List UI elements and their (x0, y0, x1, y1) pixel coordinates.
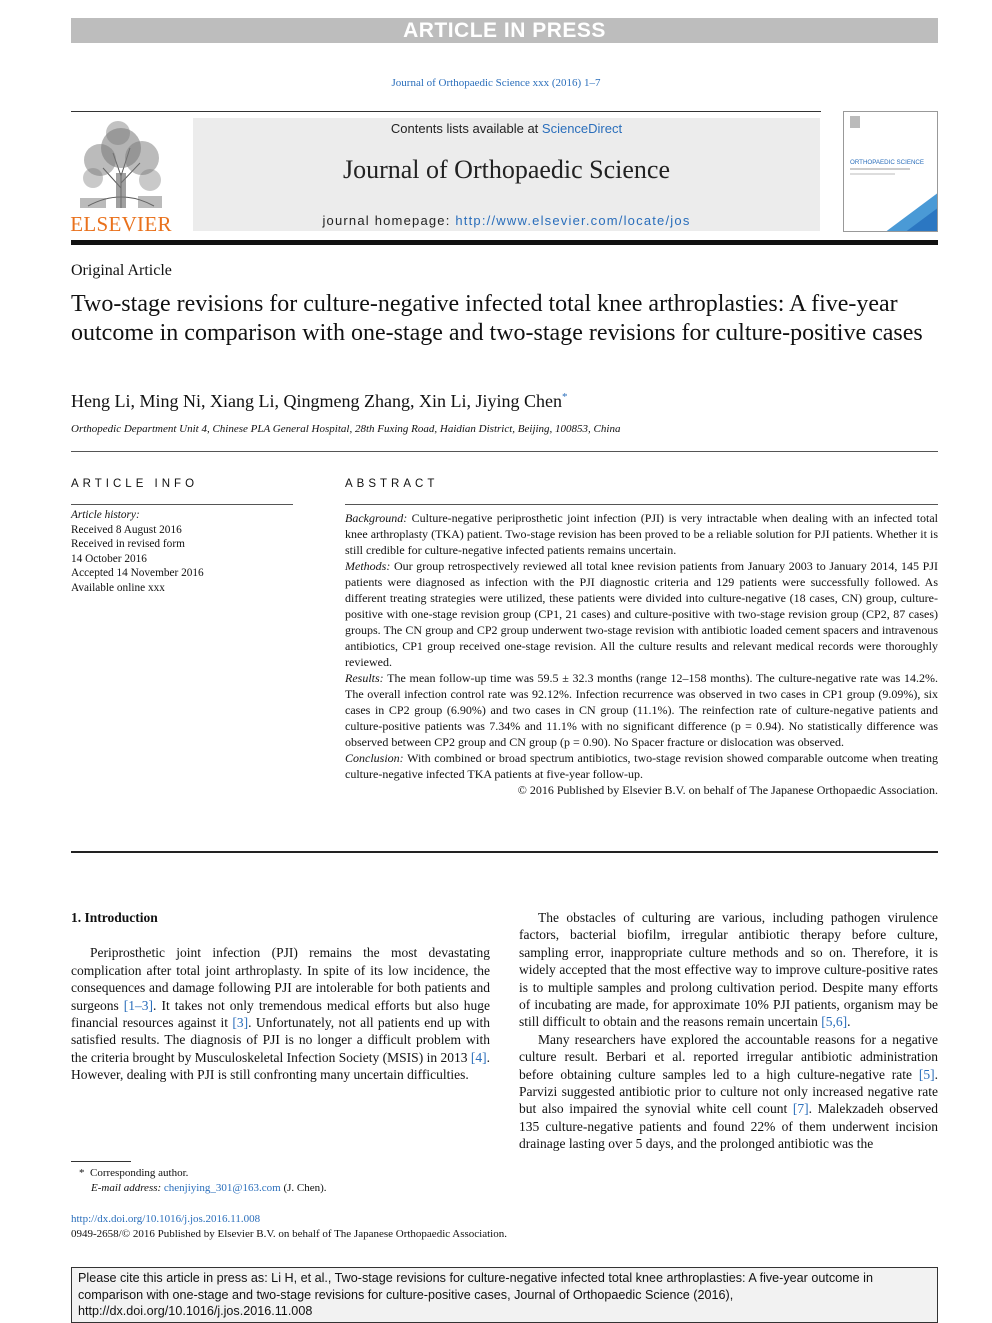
journal-reference-link[interactable]: Journal of Orthopaedic Science xxx (2016) 1–7 (391, 77, 601, 89)
divider (71, 451, 938, 452)
email-suffix: (J. Chen). (280, 1182, 327, 1194)
author-names: Heng Li, Ming Ni, Xiang Li, Qingmeng Zhang, Xin Li, Jiying Chen (71, 391, 562, 411)
corresponding-author-mark[interactable]: * (561, 391, 568, 403)
contents-prefix: Contents lists available at (390, 121, 542, 136)
paragraph (519, 909, 938, 1031)
elsevier-wordmark: ELSEVIER (70, 212, 172, 236)
header-divider (71, 111, 821, 112)
received-date: Received 8 August 2016 (71, 523, 182, 536)
methods-text: Our group retrospectively reviewed all total knee revision patients from January 2003 to January 2014, 145 PJI patients were diagnosed as infection with the PJI diagnostic criteria and 129 patients were successfully followed. As different treating strategies were utilized, these patients were divided into culture-negative (18 cases, CN) group, culture-positive with one-stage revision group (CP1, 21 cases) and culture-positive with two-stage revision group (CP2, 87 cases) groups. The CN group and CP2 group underwent two-stage revision with antibiotic loaded cement spacers and intravenous antibiotics, CP1 group received one-stage revision. All the culture results and relevant medical records were thoroughly reviewed. (345, 559, 939, 669)
abstract-methods (345, 558, 938, 670)
citation-link[interactable]: [5,6] (821, 1014, 848, 1030)
paragraph (71, 944, 490, 1083)
text: Periprosthetic joint infection (PJI) remains the most devastating complication after total joint arthroplasty. In spite of its low incidence, the consequences and damage following PJI are intolerable for both patients and surgeons (71, 945, 490, 1013)
doi-link[interactable]: http://dx.doi.org/10.1016/j.jos.2016.11.008 (71, 1213, 261, 1225)
body-column-left (71, 909, 490, 1084)
history-label: Article history: (71, 509, 140, 521)
footnote-rule (71, 1161, 131, 1162)
article-title: Two-stage revisions for culture-negative infected total knee arthroplasties: A five-year outcome in comparison with one-stage and two-stage revisions for culture-positive cases (71, 291, 923, 346)
citation-link[interactable]: [1–3] (123, 997, 154, 1013)
header-thick-rule (71, 240, 938, 245)
journal-title: Journal of Orthopaedic Science (342, 155, 671, 184)
text: . Malekzadeh observed 135 culture-negative patients and found 22% of them underwent incision drainage lasting over 5 days, and the prolonged antibiotic was the (519, 1101, 938, 1152)
contents-line (193, 121, 820, 136)
cover-image (844, 112, 938, 232)
abstract-heading: ABSTRACT (345, 478, 439, 490)
conclusion-text: With combined or broad spectrum antibiotics, two-stage revision showed comparable outcome when treating culture-negative infected TKA patients at five-year follow-up. (345, 751, 938, 781)
cover-brand-text: ORTHOPAEDIC SCIENCE (850, 159, 925, 166)
footnote (71, 1166, 327, 1196)
paragraph (519, 1031, 938, 1153)
citation-link[interactable]: [7] (792, 1101, 809, 1117)
methods-label: Methods: (345, 559, 391, 573)
author-list (71, 391, 567, 412)
citation-box (71, 1267, 938, 1323)
revised-date: 14 October 2016 (71, 552, 147, 565)
background-label: Background: (345, 511, 408, 525)
homepage-prefix: journal homepage: (322, 213, 456, 228)
text: . Unfortunately, not all patients end up with satisfied results. The diagnosis of PJI is no longer a difficult problem with the criteria brought by Musculoskeletal Infection Society (MSIS) in 2013 (71, 1015, 490, 1065)
abstract-results (345, 670, 938, 750)
article-type: Original Article (71, 262, 172, 279)
issn-line: 0949-2658/© 2016 Published by Elsevier B.V. on behalf of The Japanese Orthopaedic Association. (71, 1228, 507, 1240)
text: . It takes not only tremendous medical efforts but also huge financial resources against it (71, 997, 490, 1031)
affiliation: Orthopedic Department Unit 4, Chinese PLA General Hospital, 28th Fuxing Road, Haidian District, Beijing, 100853, China (71, 423, 621, 435)
divider (71, 851, 938, 853)
text: The obstacles of culturing are various, including pathogen virulence factors, bacterial biofilm, irregular antibiotic therapy before culture, sampling error, inappropriate culture methods and so on. Therefore, it is widely accepted that the most effective way to improve culture-positive rates is to multiple samples and prolong cultivation period. Despite many efforts of incubating are made, for approximate 10% PJI patients, organism may be still difficult to obtain and the reasons remain uncertain (519, 910, 938, 1030)
footnote-line-1 (71, 1166, 327, 1181)
abstract-conclusion (345, 750, 938, 782)
journal-cover-thumbnail[interactable] (843, 111, 938, 232)
text: . However, dealing with PJI is still confronting many uncertain difficulties. (71, 1049, 490, 1083)
results-label: Results: (345, 671, 384, 685)
conclusion-label: Conclusion: (345, 751, 404, 765)
divider (71, 504, 293, 505)
text: . Parvizi suggested antibiotic prior to culture not only increased negative rate but also impaired the synovial white cell count (519, 1066, 938, 1117)
footnote-label: Corresponding author. (90, 1167, 189, 1179)
results-text: The mean follow-up time was 59.5 ± 32.3 months (range 12–158 months). The culture-negative rate was 14.2%. The overall infection control rate was 92.12%. Infection recurrence was observed in two cases in CP1 group (9.09%), six cases in CP2 group (6.90%) and two cases in CN group (11.1%). The reinfection rate of culture-negative patients and culture-positive patients was 7.34% and 11.1% with no significant difference (p = 0.94). No statistically difference was observed between CP2 group and CN group (p = 0.90). No Spacer fracture or dislocation was observed. (345, 671, 938, 749)
abstract-copyright: © 2016 Published by Elsevier B.V. on behalf of The Japanese Orthopaedic Association. (517, 783, 938, 797)
article-info-heading: ARTICLE INFO (71, 478, 199, 490)
abstract-body (345, 510, 938, 798)
abstract-background (345, 510, 938, 558)
footnote-line-2 (71, 1181, 327, 1196)
accepted-date: Accepted 14 November 2016 (71, 567, 204, 580)
homepage-line (193, 213, 820, 228)
doi-block (71, 1212, 507, 1242)
text: . (847, 1014, 851, 1030)
sciencedirect-link[interactable]: ScienceDirect (541, 121, 623, 136)
citation-link[interactable]: [5] (918, 1066, 935, 1082)
background-text: Culture-negative periprosthetic joint infection (PJI) is very intractable when dealing with an infected total knee arthroplasty (TKA) patient. Two-stage revision has been proved to be a reliable solution for PJI patients. Whether it is still credible for culture-negative infected patients remains uncertain. (345, 511, 938, 557)
revised-label: Received in revised form (71, 538, 185, 551)
article-in-press-banner: ARTICLE IN PRESS (71, 18, 938, 43)
footnote-mark: * (79, 1167, 85, 1179)
divider (345, 504, 938, 505)
citation-link[interactable]: [3] (232, 1015, 249, 1031)
online-date: Available online xxx (71, 581, 165, 594)
citation-text: Please cite this article in press as: Li H, et al., Two-stage revisions for culture-negative infected total knee arthroplasties: A five-year outcome in comparison with one-stage and two-stage revisions for culture-positive cases, Journal of Orthopaedic Science (2016), (78, 1271, 873, 1302)
text: Many researchers have explored the accountable reasons for a negative culture result. Berbari et al. reported irregular antibiotic administration before obtaining culture samples led to a high culture-negative rate (519, 1031, 938, 1082)
article-history (71, 508, 204, 596)
homepage-link[interactable]: http://www.elsevier.com/locate/jos (455, 213, 691, 228)
body-column-right (519, 909, 938, 1153)
email-label: E-mail address: (91, 1182, 162, 1194)
email-link[interactable]: chenjiying_301@163.com (163, 1182, 281, 1194)
section-heading-introduction: 1. Introduction (71, 910, 158, 925)
citation-doi[interactable]: http://dx.doi.org/10.1016/j.jos.2016.11.008 (78, 1304, 313, 1318)
citation-link[interactable]: [4] (470, 1049, 487, 1065)
